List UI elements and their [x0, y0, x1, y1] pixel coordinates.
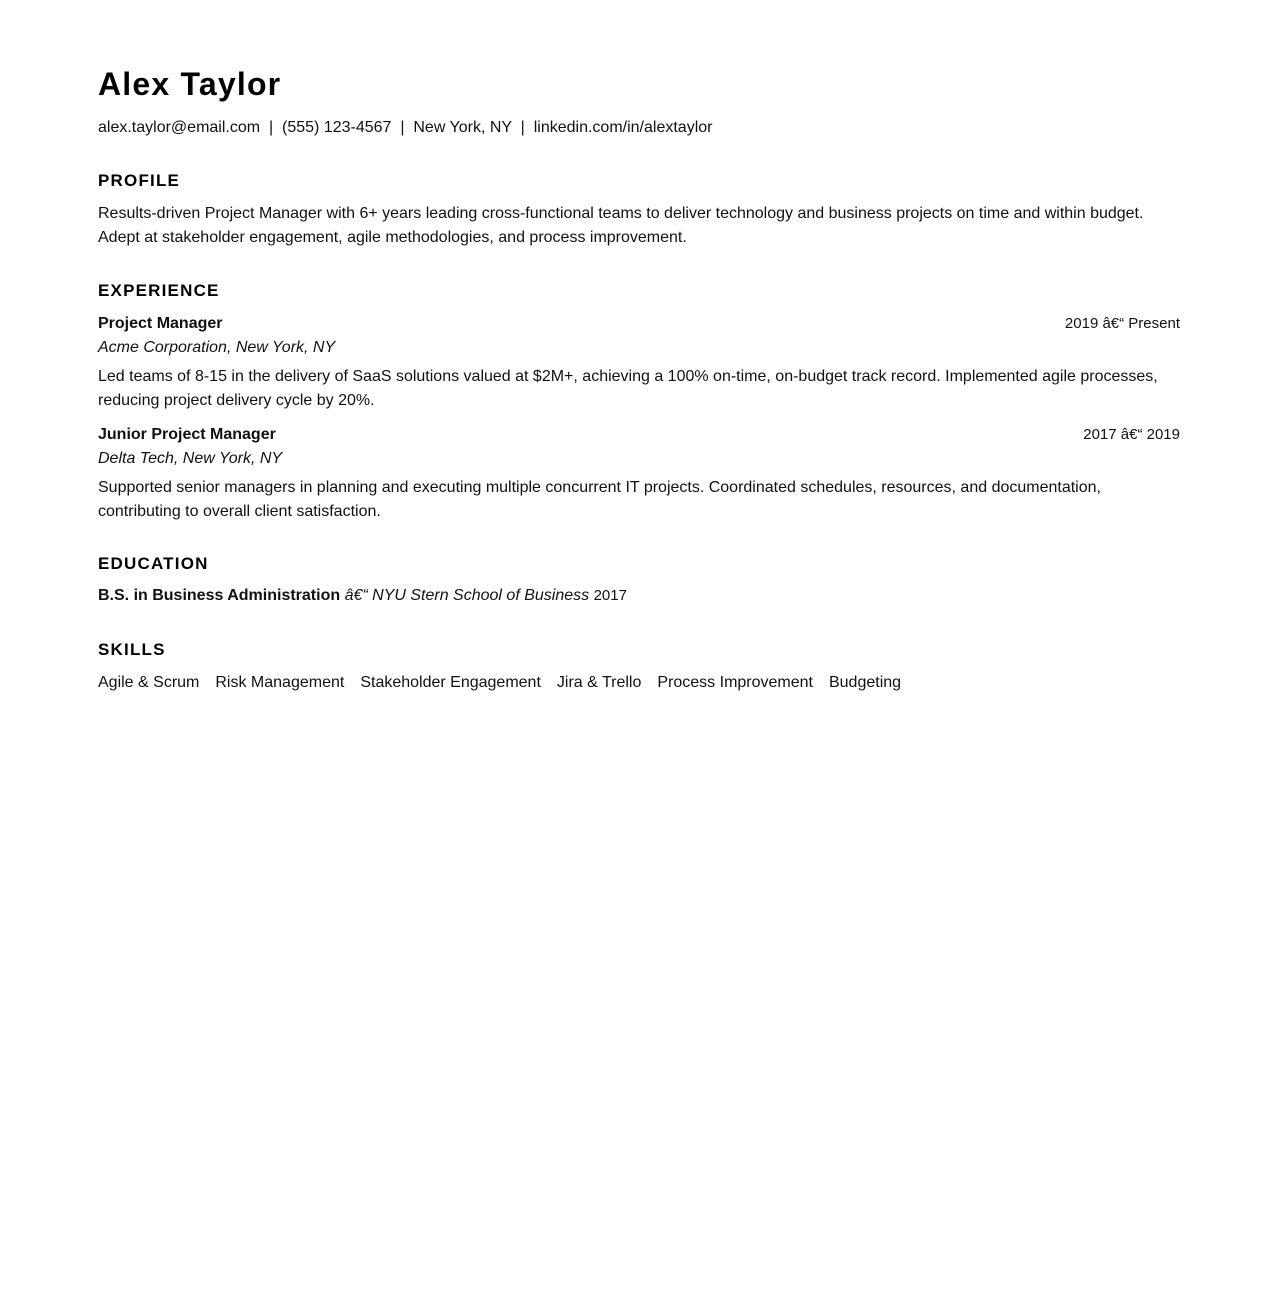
job-dates: 2017 â€“ 2019: [1083, 426, 1180, 443]
school: â€“ NYU Stern School of Business: [344, 587, 590, 604]
skill-item: Jira & Trello: [556, 674, 642, 691]
skill-item: Budgeting: [828, 674, 902, 691]
candidate-name: Alex Taylor: [98, 66, 282, 102]
job-description: Supported senior managers in planning and executing multiple concurrent IT projects. Coordinated schedules, resources, and documentation, contributing to overall client satisfaction.: [98, 479, 1101, 520]
skill-item: Risk Management: [215, 674, 345, 691]
job-title: Junior Project Manager: [98, 426, 276, 443]
section-title-skills: SKILLS: [98, 640, 166, 659]
section-title-education: EDUCATION: [98, 554, 209, 573]
skill-item: Agile & Scrum: [98, 674, 200, 691]
skill-item: Stakeholder Engagement: [360, 674, 541, 691]
job-dates: 2019 â€“ Present: [1064, 315, 1180, 332]
job-description: Led teams of 8-15 in the delivery of SaaS solutions valued at $2M+, achieving a 100% on-time, on-budget track record. Implemented agile processes, reducing project delivery cycle by 20%.: [98, 368, 1158, 409]
skill-item: Process Improvement: [657, 674, 813, 691]
section-title-experience: EXPERIENCE: [98, 281, 220, 300]
education-entry: [98, 586, 627, 606]
contact-line: alex.taylor@email.com | (555) 123-4567 | New York, NY | linkedin.com/in/alextaylor: [98, 119, 713, 136]
job-title: Project Manager: [98, 315, 223, 332]
degree: B.S. in Business Administration: [98, 587, 341, 604]
job-company: Delta Tech, New York, NY: [98, 450, 283, 467]
section-title-profile: PROFILE: [98, 171, 181, 190]
job-company: Acme Corporation, New York, NY: [98, 339, 336, 356]
graduation-year: 2017: [593, 587, 627, 604]
profile-summary: Results-driven Project Manager with 6+ years leading cross-functional teams to deliver technology and business projects on time and within budget. Adept at stakeholder engagement, agile methodologies, and process improvement.: [98, 205, 1144, 246]
skills-list: [98, 673, 901, 693]
